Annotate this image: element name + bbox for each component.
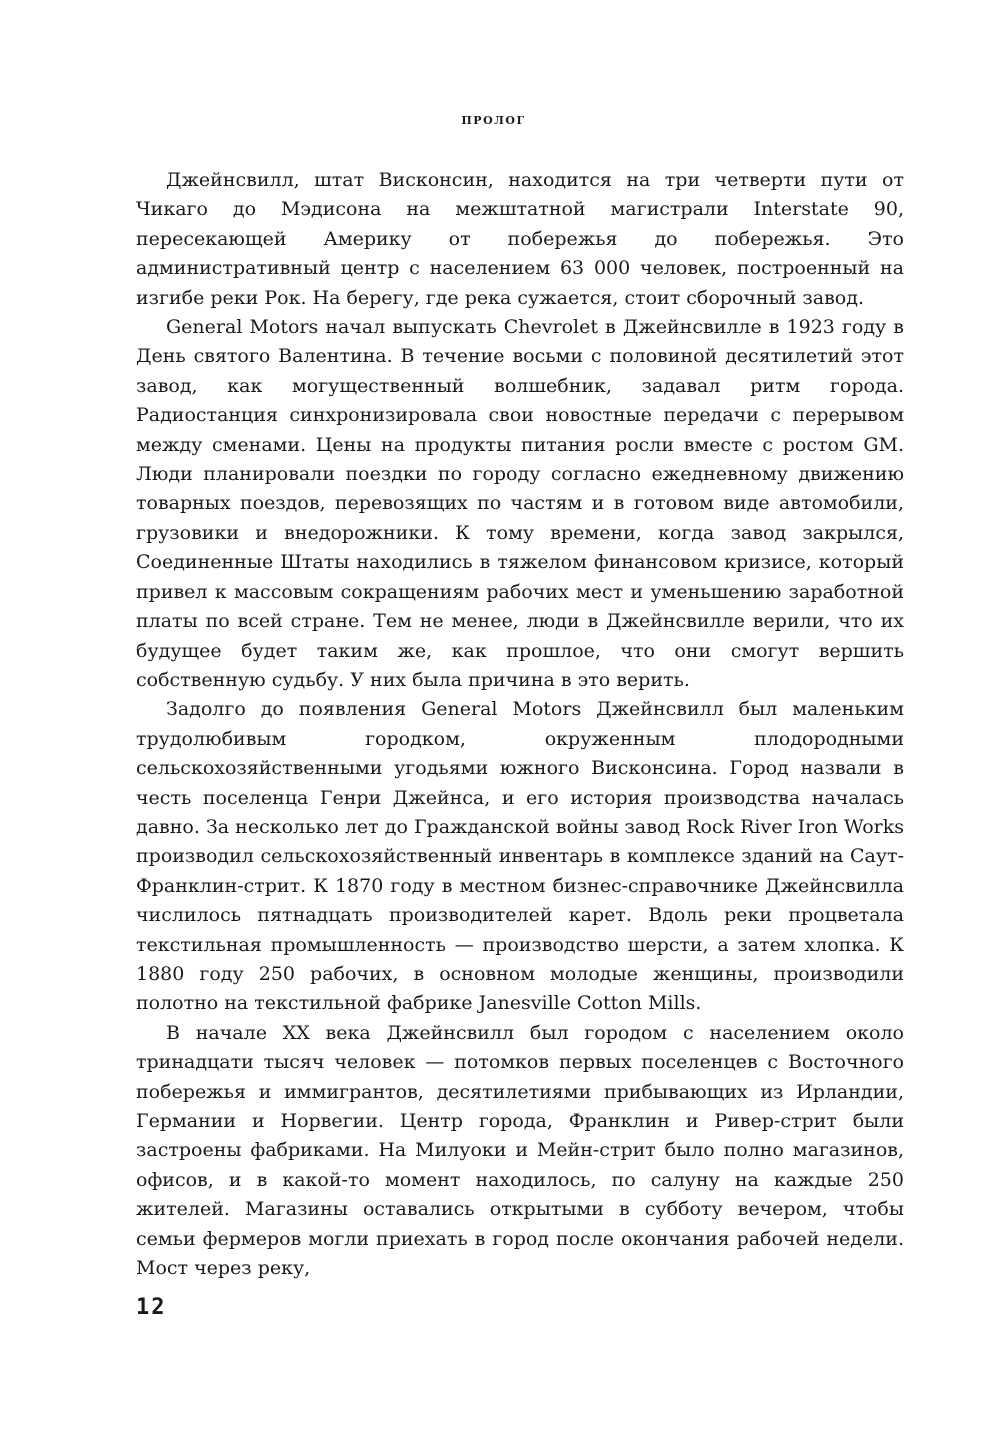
chapter-heading: пролог (461, 110, 526, 128)
paragraph: Джейнсвилл, штат Висконсин, находится на три четверти пути от Чикаго до Мэдисона на межштатной магистрали Interstate 90, пересекающей Америку от побережья до побережья. Это административный центр с населением 63 000 человек, построенный на изгибе реки Рок. На берегу, где река сужается, стоит сборочный завод. (136, 169, 904, 309)
paragraph: Задолго до появления General Motors Джейнсвилл был маленьким трудолюбивым городком, окруженным плодородными сельскохозяйственными угодьями южного Висконсина. Город назвали в честь поселенца Генри Джейнса, и его история производства началась давно. За несколько лет до Гражданской войны завод Rock River Iron Works производил сельскохозяйственный инвентарь в комплексе зданий на Саут-Франклин-стрит. К 1870 году в местном бизнес-справочнике Джейнсвилла числилось пятнадцать производителей карет. Вдоль реки процветала текстильная промышленность — производство шерсти, а затем хлопка. К 1880 году 250 рабочих, в основном молодые женщины, производили полотно на текстильной фабрике Janesville Cotton Mills. (136, 698, 904, 1015)
paragraph: General Motors начал выпускать Chevrolet в Джейнсвилле в 1923 году в День святого Валентина. В течение восьми с половиной десятилетий этот завод, как могущественный волшебник, задавал ритм города. Радиостанция синхронизировала свои новостные передачи с перерывом между сменами. Цены на продукты питания росли вместе с ростом GM. Люди планировали поездки по городу согласно ежедневному движению товарных поездов, перевозящих по частям и в готовом виде автомобили, грузовики и внедорожники. К тому времени, когда завод закрылся, Соединенные Штаты находились в тяжелом финансовом кризисе, который привел к массовым сокращениям рабочих мест и уменьшению заработной платы по всей стране. Тем не менее, люди в Джейнсвилле верили, что их будущее будет таким же, как прошлое, что они смогут вершить собственную судьбу. У них была причина в это верить. (136, 316, 904, 691)
body-text (136, 166, 904, 1283)
paragraph: В начале XX века Джейнсвилл был городом с населением около тринадцати тысяч человек — потомков первых поселенцев с Восточного побережья и иммигрантов, десятилетиями прибывающих из Ирландии, Германии и Норвегии. Центр города, Франклин и Ривер-стрит были застроены фабриками. На Милуоки и Мейн-стрит было полно магазинов, офисов, и в какой-то момент находилось, по салуну на каждые 250 жителей. Магазины оставались открытыми в субботу вечером, чтобы семьи фермеров могли приехать в город после окончания рабочей недели. Мост через реку, (136, 1021, 904, 1280)
page-number: 12 (136, 1295, 167, 1320)
